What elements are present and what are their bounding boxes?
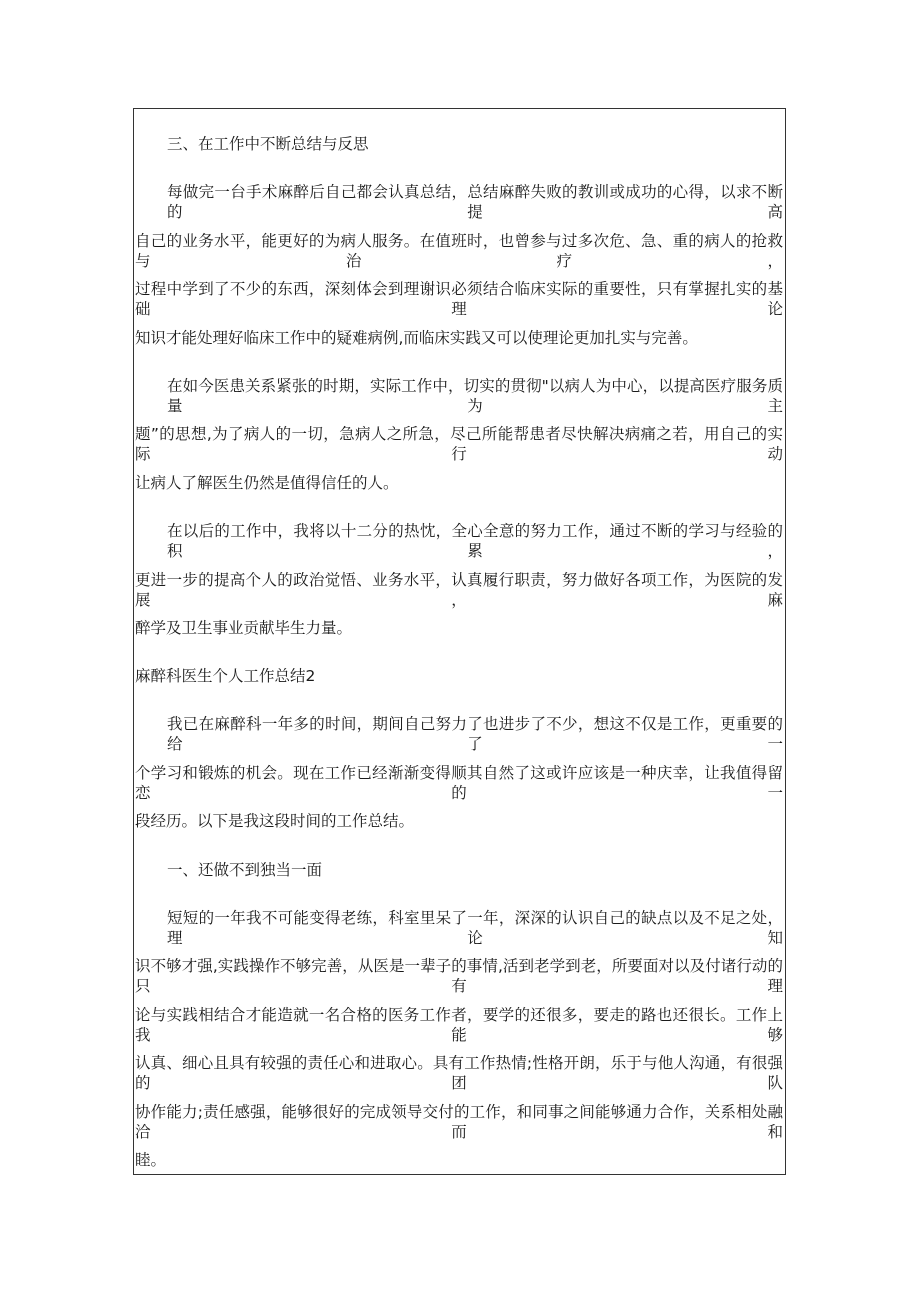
paragraph-line: 识不够才强,实践操作不够完善，从医是一辈子的事情,活到老学到老，所要面对以及付诸行动的只有理: [135, 957, 783, 995]
paragraph-line: 过程中学到了不少的东西，深刻体会到理谢识必须结合临床实际的重要性，只有掌握扎实的基础理论: [135, 280, 783, 318]
paragraph-line: 我已在麻醉科一年多的时间，期间自己努力了也进步了不少，想这不仅是工作，更重要的给了一: [167, 715, 783, 753]
paragraph-line: 论与实践相结合才能造就一名合格的医务工作者，要学的还很多，要走的路也还很长。工作上我能够: [135, 1006, 783, 1044]
section-heading-reflection: 三、在工作中不断总结与反思: [167, 135, 369, 153]
paragraph-line: 每做完一台手术麻醉后自己都会认真总结，总结麻醉失败的教训或成功的心得，以求不断的提高: [167, 183, 783, 221]
paragraph-line: 醉学及卫生事业贡献毕生力量。: [135, 619, 353, 637]
paragraph-line: 段经历。以下是我这段时间的工作总结。: [135, 812, 415, 830]
document-title-2: 麻醉科医生个人工作总结2: [135, 667, 316, 685]
paragraph-line: 在如今医患关系紧张的时期，实际工作中，切实的贯彻"以病人为中心，以提高医疗服务质量为主: [167, 377, 783, 415]
paragraph-line: 知识才能处理好临床工作中的疑难病例,而临床实践又可以使理论更加扎实与完善。: [135, 329, 698, 347]
paragraph-line: 个学习和锻炼的机会。现在工作已经渐渐变得顺其自然了这或许应该是一种庆幸，让我值得留恋的一: [135, 764, 783, 802]
section-heading-independence: 一、还做不到独当一面: [167, 861, 323, 879]
paragraph-line: 认真、细心且具有较强的责任心和进取心。具有工作热情;性格开朗，乐于与他人沟通，有很强的团队: [135, 1054, 783, 1092]
paragraph-line: 题”的思想,为了病人的一切，急病人之所急，尽己所能帮患者尽快解决病痛之若，用自己的实际行动: [135, 425, 783, 463]
paragraph-line: 协作能力;责任感强，能够很好的完成领导交付的工作，和同事之间能够通力合作，关系相处融洽而和: [135, 1103, 783, 1141]
paragraph-line: 睦。: [135, 1151, 167, 1169]
paragraph-line: 在以后的工作中，我将以十二分的热忱，全心全意的努力工作，通过不断的学习与经验的积累，: [167, 522, 783, 560]
paragraph-line: 让病人了解医生仍然是值得信任的人。: [135, 474, 399, 492]
paragraph-line: 自己的业务水平，能更好的为病人服务。在值班时，也曾参与过多次危、急、重的病人的抢救与治疗，: [135, 232, 783, 270]
paragraph-line: 短短的一年我不可能变得老练，科室里呆了一年，深深的认识自己的缺点以及不足之处，理论知: [167, 909, 783, 947]
paragraph-line: 更进一步的提高个人的政治觉悟、业务水平，认真履行职责，努力做好各项工作，为医院的发展，麻: [135, 571, 783, 609]
